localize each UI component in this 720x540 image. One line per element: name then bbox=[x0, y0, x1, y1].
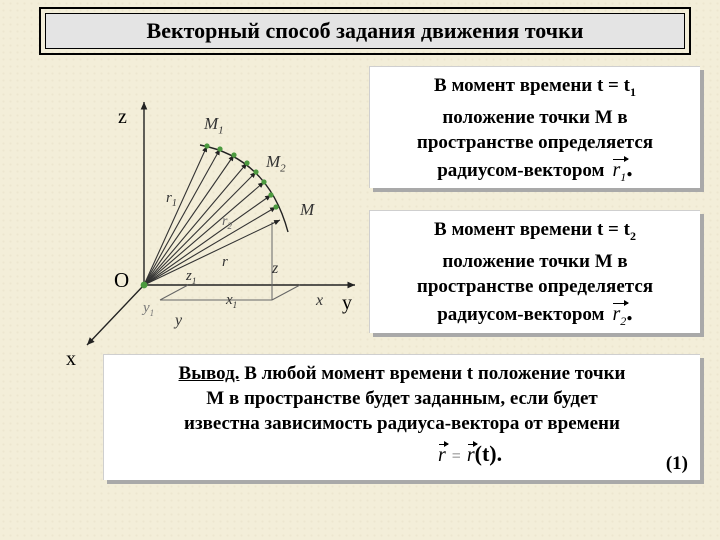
z-axis-label: z bbox=[118, 106, 127, 128]
vector-r1-label: $r_1$ bbox=[166, 190, 177, 209]
projection-line bbox=[160, 285, 188, 300]
vector-r1-symbol: $r_1$ bbox=[612, 158, 626, 190]
motion-law-formula: r = r(t). bbox=[438, 441, 503, 466]
title-frame bbox=[39, 7, 691, 55]
vector-r2-symbol: $r_2$ bbox=[612, 302, 626, 334]
vector-r2-label: $r_2$ bbox=[222, 214, 232, 231]
slide-title: Векторный способ задания движения точки bbox=[45, 13, 685, 49]
conclusion-box: Вывод. В любой момент времени t положение точки M в пространстве будет заданным, если будет известна зависимость радиуса-вектора от времени r = r(t). (1) bbox=[103, 354, 700, 480]
motion-diagram bbox=[0, 80, 370, 400]
x-coord-label: x bbox=[316, 292, 324, 309]
conclusion-lead: Вывод. bbox=[178, 363, 240, 384]
x1-label: $x_1$ bbox=[226, 292, 238, 310]
moment-t1-box: В момент времени $t = t_1$ положение точки M в пространстве определяется радиусом-вектором $r_1$. bbox=[369, 66, 700, 188]
point-m-label: M bbox=[300, 200, 315, 219]
z1-label: $z_1$ bbox=[186, 268, 197, 286]
point-m1-label: $M_1$ bbox=[204, 114, 224, 137]
x-axis-label: x bbox=[66, 348, 76, 370]
equation-number: (1) bbox=[665, 453, 688, 474]
radius-vectors bbox=[144, 146, 280, 285]
vector-r-label: r bbox=[222, 254, 228, 270]
y1-label: $y_1$ bbox=[143, 300, 155, 318]
origin-label: O bbox=[114, 268, 130, 292]
y-coord-label: y bbox=[175, 312, 183, 329]
origin-point bbox=[141, 282, 148, 289]
moment-t2-box: В момент времени $t = t_2$ положение точки M в пространстве определяется радиусом-вектором $r_2$. bbox=[369, 210, 700, 333]
projection-line bbox=[272, 285, 300, 300]
y-axis-label: y bbox=[342, 292, 352, 314]
point-m2-label: $M_2$ bbox=[266, 152, 286, 175]
x-axis bbox=[87, 285, 144, 345]
z-coord-label: z bbox=[272, 260, 279, 277]
